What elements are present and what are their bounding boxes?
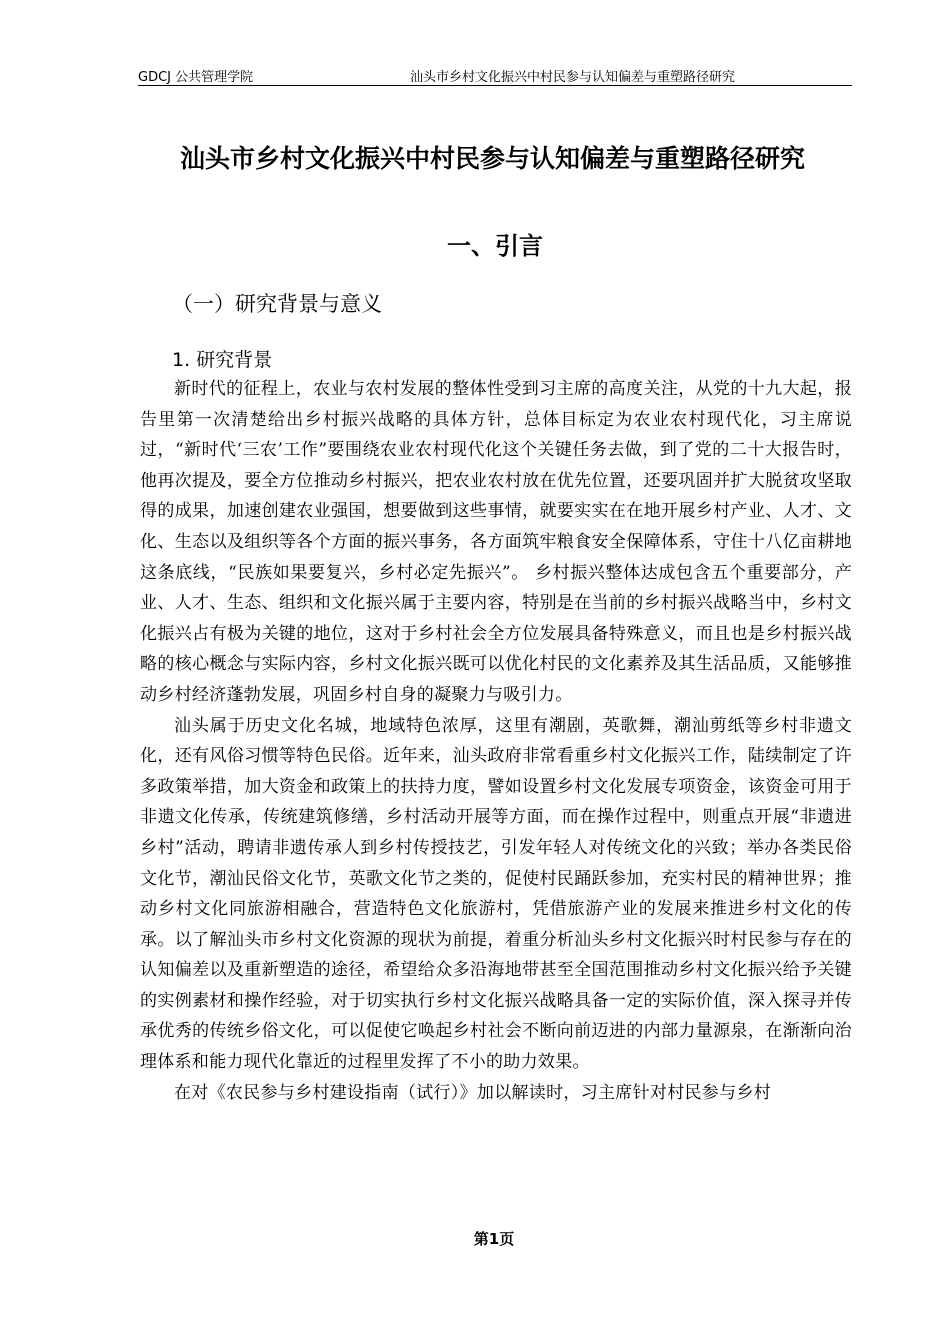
section-heading: 一、引言: [447, 232, 543, 260]
running-header: [138, 66, 852, 86]
page-number: 第1页: [473, 1230, 515, 1248]
paragraph: 汕头属于历史文化名城，地域特色浓厚，这里有潮剧，英歌舞，潮汕剪纸等乡村非遗文化，还有风俗习惯等特色民俗。近年来，汕头政府非常看重乡村文化振兴工作，陆续制定了许多政策举措，加大资金和政策上的扶持力度，譬如设置乡村文化发展专项资金，该资金可用于非遗文化传承，传统建筑修缮，乡村活动开展等方面，而在操作过程中，则重点开展“非遗进乡村”活动，聘请非遗传承人到乡村传授技艺，引发年轻人对传统文化的兴致；举办各类民俗文化节，潮汕民俗文化节，英歌文化节之类的，促使村民踊跃参加，充实村民的精神世界；推动乡村文化同旅游相融合，营造特色文化旅游村，凭借旅游产业的发展来推进乡村文化的传承。以了解汕头市乡村文化资源的现状为前提，着重分析汕头乡村文化振兴时村民参与存在的认知偏差以及重新塑造的途径，希望给众多沿海地带甚至全国范围推动乡村文化振兴给予关键的实例素材和操作经验，对于切实执行乡村文化振兴战略具备一定的实际价值，深入探寻并传承优秀的传统乡俗文化，可以促使它唤起乡村社会不断向前迈进的内部力量源泉，在渐渐向治理体系和能力现代化靠近的过程里发挥了不小的助力效果。: [140, 715, 852, 1073]
body-text: [140, 374, 852, 1108]
header-institution: GDCJ 公共管理学院: [138, 70, 254, 85]
paper-title: 汕头市乡村文化振兴中村民参与认知偏差与重塑路径研究: [179, 144, 805, 173]
paragraph: 新时代的征程上，农业与农村发展的整体性受到习主席的高度关注，从党的十九大起，报告里第一次清楚给出乡村振兴战略的具体方针，总体目标定为农业农村现代化，习主席说过，“新时代‘三农’工作”要围绕农业农村现代化这个关键任务去做，到了党的二十大报告时，他再次提及，要全方位推动乡村振兴，把农业农村放在优先位置，还要巩固并扩大脱贫攻坚取得的成果，加速创建农业强国，想要做到这些事情，就要实实在在地开展乡村产业、人才、文化、生态以及组织等各个方面的振兴事务，各方面筑牢粮食安全保障体系，守住十八亿亩耕地这条底线，“民族如果要复兴，乡村必定先振兴”。 乡村振兴整体达成包含五个重要部分，产业、人才、生态、组织和文化振兴属于主要内容，特别是在当前的乡村振兴战略当中，乡村文化振兴占有极为关键的地位，这对于乡村社会全方位发展具备特殊意义，而且也是乡村振兴战略的核心概念与实际内容，乡村文化振兴既可以优化村民的文化素养及其生活品质，又能够推动乡村经济蓬勃发展，巩固乡村自身的凝聚力与吸引力。: [140, 379, 852, 705]
subsubsection-heading: 1. 研究背景: [172, 349, 273, 371]
header-divider: [138, 85, 852, 86]
subsection-heading: （一）研究背景与意义: [172, 292, 382, 316]
header-paper-title: 汕头市乡村文化振兴中村民参与认知偏差与重塑路径研究: [410, 70, 736, 85]
paragraph: 在对《农民参与乡村建设指南（试行）》加以解读时，习主席针对村民参与乡村: [174, 1082, 771, 1103]
